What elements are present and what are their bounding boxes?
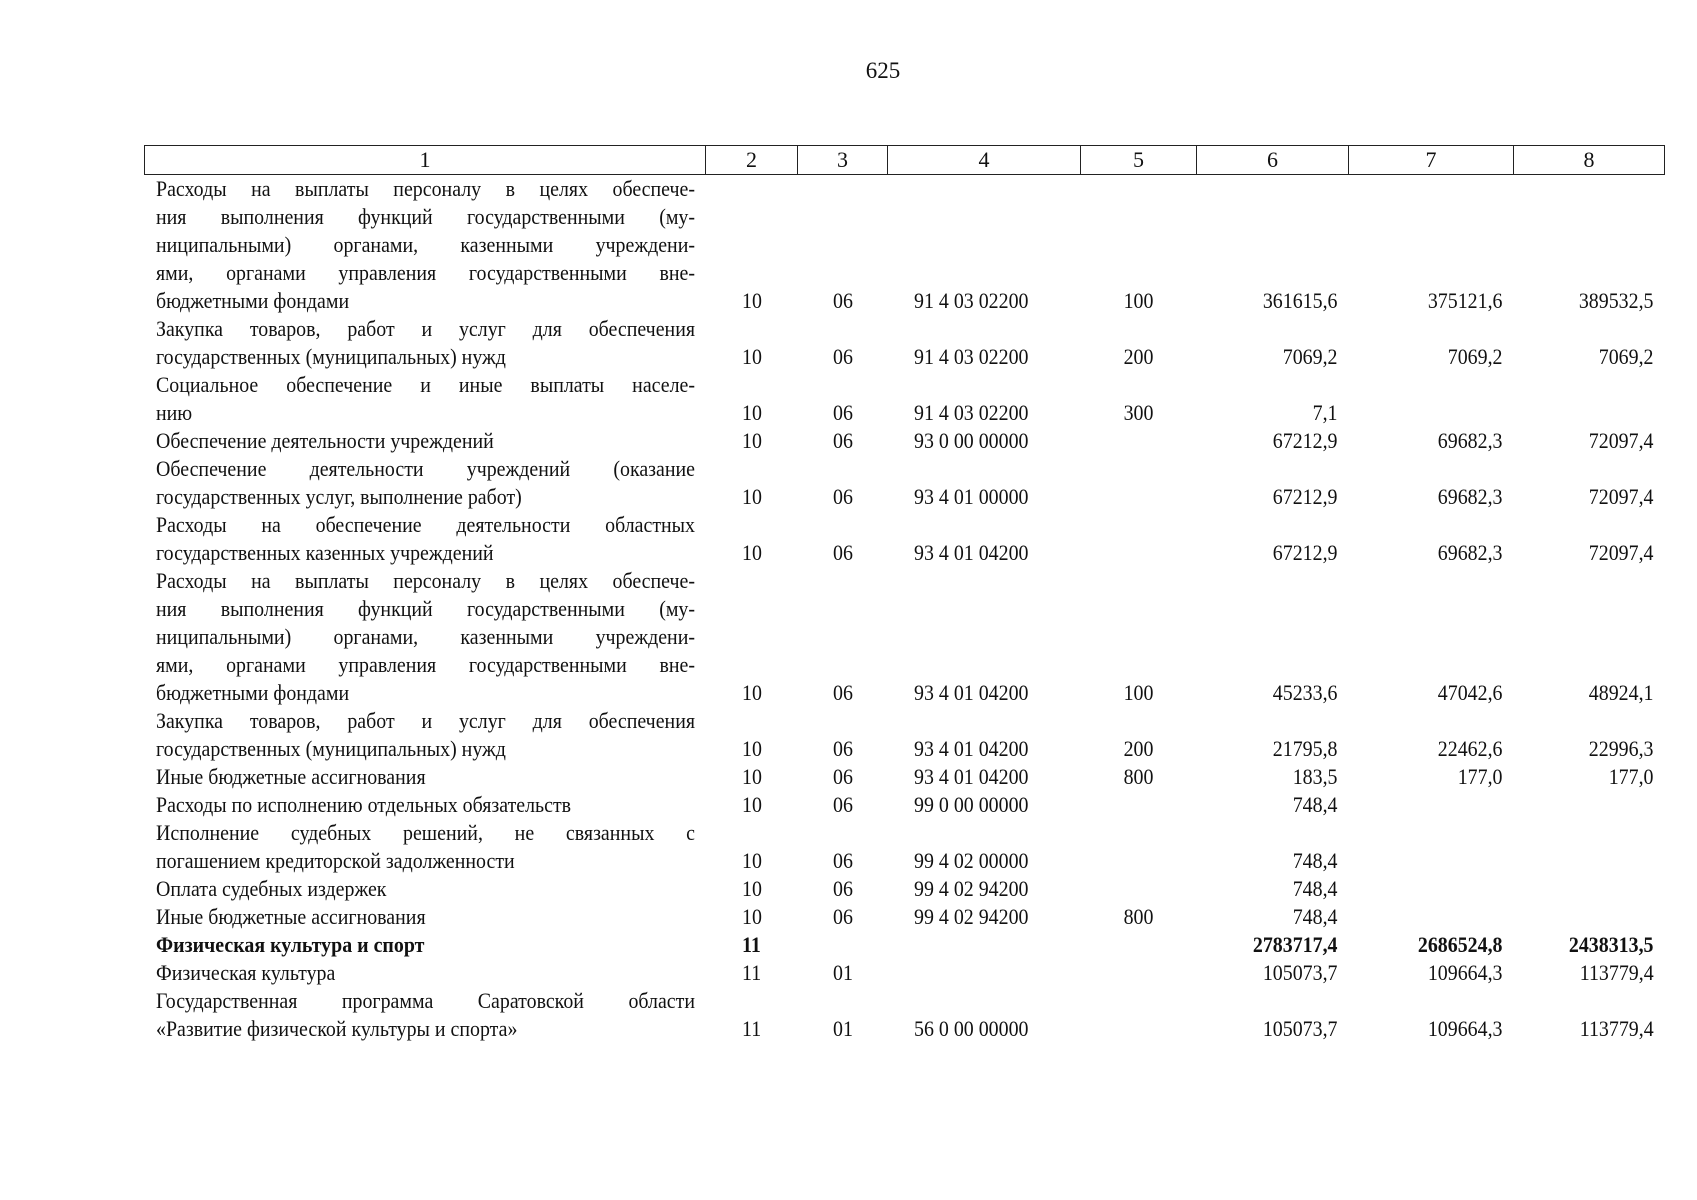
subsection-code-cell: [798, 455, 888, 511]
column-header-2: 2: [706, 146, 798, 175]
item-name-line: Социальное обеспечение и иные выплаты населе-: [155, 372, 695, 397]
subsection-code-cell: [798, 875, 888, 903]
table-row: [145, 819, 1665, 875]
target-article-cell: [888, 903, 1081, 931]
amount-year3-cell-value: 113779,4: [1579, 1016, 1654, 1041]
section-code-cell: [706, 175, 798, 316]
subsection-code-cell-value: 06: [832, 428, 853, 453]
section-code-cell: [706, 455, 798, 511]
column-header-8: 8: [1514, 146, 1665, 175]
item-name-cell: [145, 315, 706, 371]
amount-year2-cell: [1349, 455, 1514, 511]
expense-type-cell-value: 200: [1123, 736, 1154, 761]
section-code-cell-value: 10: [741, 400, 762, 425]
table-row: [145, 791, 1665, 819]
target-article-cell: [888, 371, 1081, 427]
item-name-line: ями, органами управления государственными вне-: [155, 652, 695, 677]
table-row: [145, 427, 1665, 455]
amount-year1-cell-value: 67212,9: [1272, 540, 1338, 565]
amount-year1-cell: [1197, 707, 1349, 763]
target-article-cell-value: 99 0 00 00000: [913, 792, 1028, 817]
table-row: [145, 707, 1665, 763]
amount-year3-cell: [1514, 511, 1665, 567]
table-row: [145, 987, 1665, 1043]
subsection-code-cell-value: 06: [832, 484, 853, 509]
expense-type-cell: [1081, 315, 1197, 371]
amount-year3-cell: [1514, 371, 1665, 427]
expense-type-cell: [1081, 567, 1197, 707]
subsection-code-cell-value: 01: [832, 960, 853, 985]
subsection-code-cell-value: 06: [832, 288, 853, 313]
section-code-cell-value: 10: [741, 344, 762, 369]
subsection-code-cell-value: 06: [832, 904, 853, 929]
target-article-cell: [888, 427, 1081, 455]
amount-year1-cell: [1197, 455, 1349, 511]
expense-type-cell: [1081, 959, 1197, 987]
section-code-cell-value: 10: [741, 792, 762, 817]
section-code-cell-value: 11: [741, 1016, 762, 1041]
amount-year3-cell: [1514, 903, 1665, 931]
expense-type-cell: [1081, 903, 1197, 931]
item-name-cell: [145, 567, 706, 707]
amount-year3-cell-value: 177,0: [1608, 764, 1654, 789]
target-article-cell-value: 56 0 00 00000: [913, 1016, 1028, 1041]
amount-year1-cell-value: 67212,9: [1272, 428, 1338, 453]
section-code-cell-value: 10: [741, 484, 762, 509]
target-article-cell-value: 91 4 03 02200: [913, 288, 1028, 313]
target-article-cell: [888, 875, 1081, 903]
item-name-cell: [145, 959, 706, 987]
amount-year1-cell-value: 105073,7: [1262, 960, 1338, 985]
target-article-cell-value: 99 4 02 94200: [913, 904, 1028, 929]
item-name-cell: [145, 175, 706, 316]
budget-table: [144, 145, 1665, 1043]
amount-year2-cell: [1349, 931, 1514, 959]
item-name-line: Физическая культура и спорт: [155, 932, 424, 957]
amount-year2-cell-value: 177,0: [1457, 764, 1503, 789]
amount-year2-cell-value: 47042,6: [1437, 680, 1503, 705]
target-article-cell: [888, 175, 1081, 316]
section-code-cell-value: 10: [741, 904, 762, 929]
target-article-cell: [888, 455, 1081, 511]
amount-year1-cell: [1197, 959, 1349, 987]
amount-year1-cell-value: 105073,7: [1262, 1016, 1338, 1041]
expense-type-cell: [1081, 819, 1197, 875]
amount-year3-cell-value: 113779,4: [1579, 960, 1654, 985]
section-code-cell: [706, 819, 798, 875]
amount-year1-cell: [1197, 427, 1349, 455]
table-body: [145, 175, 1665, 1044]
subsection-code-cell-value: 06: [832, 344, 853, 369]
amount-year3-cell-value: 72097,4: [1588, 428, 1654, 453]
item-name-line: погашением кредиторской задолженности: [155, 848, 515, 873]
section-code-cell-value: 10: [741, 288, 762, 313]
subsection-code-cell: [798, 791, 888, 819]
item-name-line: ния выполнения функций государственными (му-: [155, 596, 695, 621]
subsection-code-cell: [798, 763, 888, 791]
amount-year1-cell-value: 748,4: [1292, 876, 1338, 901]
column-header-1: 1: [145, 146, 706, 175]
target-article-cell-value: 91 4 03 02200: [913, 344, 1028, 369]
section-code-cell-value: 10: [741, 848, 762, 873]
target-article-cell: [888, 567, 1081, 707]
item-name-cell: [145, 371, 706, 427]
expense-type-cell: [1081, 875, 1197, 903]
item-name-line: Обеспечение деятельности учреждений (оказание: [155, 456, 695, 481]
amount-year3-cell: [1514, 427, 1665, 455]
column-header-4: 4: [888, 146, 1081, 175]
expense-type-cell: [1081, 427, 1197, 455]
amount-year2-cell-value: 7069,2: [1447, 344, 1503, 369]
amount-year1-cell-value: 21795,8: [1272, 736, 1338, 761]
amount-year1-cell-value: 7,1: [1312, 400, 1338, 425]
amount-year1-cell-value: 67212,9: [1272, 484, 1338, 509]
expense-type-cell: [1081, 791, 1197, 819]
subsection-code-cell-value: 06: [832, 792, 853, 817]
amount-year1-cell: [1197, 567, 1349, 707]
section-code-cell: [706, 987, 798, 1043]
item-name-cell: [145, 427, 706, 455]
target-article-cell-value: 93 4 01 04200: [913, 764, 1028, 789]
section-code-cell: [706, 903, 798, 931]
amount-year1-cell-value: 45233,6: [1272, 680, 1338, 705]
amount-year3-cell-value: 72097,4: [1588, 540, 1654, 565]
item-name-line: бюджетными фондами: [155, 288, 349, 313]
amount-year3-cell-value: 2438313,5: [1568, 932, 1654, 957]
item-name-line: Иные бюджетные ассигнования: [155, 764, 426, 789]
amount-year2-cell-value: 109664,3: [1427, 960, 1503, 985]
section-code-cell: [706, 959, 798, 987]
subsection-code-cell-value: 06: [832, 680, 853, 705]
amount-year3-cell: [1514, 987, 1665, 1043]
table-row: [145, 315, 1665, 371]
target-article-cell: [888, 959, 1081, 987]
item-name-cell: [145, 819, 706, 875]
item-name-line: ями, органами управления государственными вне-: [155, 260, 695, 285]
item-name-cell: [145, 763, 706, 791]
expense-type-cell-value: 300: [1123, 400, 1154, 425]
subsection-code-cell: [798, 511, 888, 567]
table-row: [145, 455, 1665, 511]
section-code-cell-value: 10: [741, 736, 762, 761]
item-name-line: Закупка товаров, работ и услуг для обеспечения: [155, 316, 695, 341]
amount-year3-cell: [1514, 763, 1665, 791]
target-article-cell-value: 93 4 01 04200: [913, 736, 1028, 761]
amount-year3-cell: [1514, 315, 1665, 371]
amount-year2-cell: [1349, 371, 1514, 427]
target-article-cell: [888, 931, 1081, 959]
amount-year2-cell-value: 2686524,8: [1417, 932, 1503, 957]
table-row: [145, 175, 1665, 316]
subsection-code-cell: [798, 427, 888, 455]
amount-year3-cell-value: 72097,4: [1588, 484, 1654, 509]
subsection-code-cell: [798, 175, 888, 316]
amount-year1-cell: [1197, 763, 1349, 791]
item-name-cell: [145, 931, 706, 959]
amount-year1-cell-value: 748,4: [1292, 904, 1338, 929]
item-name-line: Государственная программа Саратовской области: [155, 988, 695, 1013]
item-name-line: Иные бюджетные ассигнования: [155, 904, 426, 929]
expense-type-cell-value: 100: [1123, 680, 1154, 705]
amount-year1-cell: [1197, 371, 1349, 427]
section-code-cell-value: 10: [741, 540, 762, 565]
subsection-code-cell-value: 06: [832, 848, 853, 873]
subsection-code-cell: [798, 903, 888, 931]
subsection-code-cell-value: 06: [832, 540, 853, 565]
amount-year1-cell-value: 361615,6: [1262, 288, 1338, 313]
target-article-cell: [888, 315, 1081, 371]
section-code-cell-value: 10: [741, 764, 762, 789]
amount-year1-cell: [1197, 511, 1349, 567]
item-name-line: государственных услуг, выполнение работ): [155, 484, 522, 509]
item-name-line: государственных казенных учреждений: [155, 540, 494, 565]
amount-year1-cell: [1197, 987, 1349, 1043]
target-article-cell-value: 93 4 01 00000: [913, 484, 1028, 509]
expense-type-cell: [1081, 175, 1197, 316]
section-code-cell: [706, 427, 798, 455]
table-row: [145, 371, 1665, 427]
target-article-cell-value: 93 4 01 04200: [913, 540, 1028, 565]
amount-year2-cell: [1349, 315, 1514, 371]
target-article-cell: [888, 511, 1081, 567]
subsection-code-cell: [798, 819, 888, 875]
section-code-cell-value: 10: [741, 680, 762, 705]
item-name-line: Расходы по исполнению отдельных обязательств: [155, 792, 571, 817]
section-code-cell: [706, 931, 798, 959]
target-article-cell-value: 93 4 01 04200: [913, 680, 1028, 705]
section-code-cell-value: 10: [741, 876, 762, 901]
subsection-code-cell: [798, 987, 888, 1043]
item-name-line: нию: [155, 400, 192, 425]
target-article-cell: [888, 763, 1081, 791]
section-code-cell: [706, 875, 798, 903]
column-header-5: 5: [1081, 146, 1197, 175]
item-name-line: ниципальными) органами, казенными учреждени-: [155, 232, 695, 257]
amount-year3-cell: [1514, 791, 1665, 819]
expense-type-cell-value: 800: [1123, 904, 1154, 929]
subsection-code-cell: [798, 959, 888, 987]
amount-year2-cell: [1349, 175, 1514, 316]
table-row: [145, 567, 1665, 707]
amount-year3-cell-value: 389532,5: [1578, 288, 1654, 313]
amount-year1-cell-value: 7069,2: [1282, 344, 1338, 369]
subsection-code-cell: [798, 371, 888, 427]
amount-year1-cell-value: 183,5: [1292, 764, 1338, 789]
amount-year1-cell: [1197, 315, 1349, 371]
amount-year3-cell: [1514, 931, 1665, 959]
amount-year3-cell: [1514, 959, 1665, 987]
table-row: [145, 511, 1665, 567]
item-name-line: ниципальными) органами, казенными учреждени-: [155, 624, 695, 649]
expense-type-cell-value: 200: [1123, 344, 1154, 369]
amount-year2-cell-value: 375121,6: [1427, 288, 1503, 313]
header-row: [145, 146, 1665, 175]
section-code-cell-value: 11: [741, 960, 762, 985]
subsection-code-cell-value: 06: [832, 764, 853, 789]
item-name-cell: [145, 455, 706, 511]
amount-year2-cell: [1349, 819, 1514, 875]
item-name-cell: [145, 707, 706, 763]
amount-year2-cell-value: 69682,3: [1437, 428, 1503, 453]
amount-year2-cell: [1349, 959, 1514, 987]
item-name-line: Исполнение судебных решений, не связанных с: [155, 820, 695, 845]
amount-year3-cell-value: 22996,3: [1588, 736, 1654, 761]
section-code-cell-value: 11: [742, 932, 761, 957]
section-code-cell: [706, 791, 798, 819]
subsection-code-cell: [798, 931, 888, 959]
amount-year2-cell: [1349, 903, 1514, 931]
amount-year2-cell: [1349, 763, 1514, 791]
section-code-cell: [706, 511, 798, 567]
amount-year1-cell: [1197, 791, 1349, 819]
item-name-line: Закупка товаров, работ и услуг для обеспечения: [155, 708, 695, 733]
amount-year2-cell: [1349, 875, 1514, 903]
item-name-cell: [145, 903, 706, 931]
table-row: [145, 931, 1665, 959]
page-number: 625: [865, 58, 901, 83]
subsection-code-cell: [798, 707, 888, 763]
amount-year3-cell: [1514, 455, 1665, 511]
item-name-line: ния выполнения функций государственными (му-: [155, 204, 695, 229]
target-article-cell-value: 93 0 00 00000: [913, 428, 1028, 453]
target-article-cell-value: 99 4 02 00000: [913, 848, 1028, 873]
expense-type-cell: [1081, 931, 1197, 959]
table-row: [145, 903, 1665, 931]
amount-year2-cell: [1349, 427, 1514, 455]
expense-type-cell: [1081, 987, 1197, 1043]
item-name-line: бюджетными фондами: [155, 680, 349, 705]
item-name-line: Оплата судебных издержек: [155, 876, 386, 901]
amount-year1-cell-value: 748,4: [1292, 848, 1338, 873]
amount-year1-cell: [1197, 903, 1349, 931]
expense-type-cell: [1081, 763, 1197, 791]
column-header-3: 3: [798, 146, 888, 175]
amount-year2-cell: [1349, 567, 1514, 707]
amount-year1-cell: [1197, 175, 1349, 316]
target-article-cell: [888, 987, 1081, 1043]
amount-year2-cell-value: 22462,6: [1437, 736, 1503, 761]
table-row: [145, 763, 1665, 791]
table-row: [145, 959, 1665, 987]
amount-year2-cell-value: 69682,3: [1437, 484, 1503, 509]
column-header-6: 6: [1197, 146, 1349, 175]
amount-year3-cell: [1514, 707, 1665, 763]
table-row: [145, 875, 1665, 903]
target-article-cell: [888, 791, 1081, 819]
amount-year2-cell: [1349, 987, 1514, 1043]
subsection-code-cell: [798, 567, 888, 707]
target-article-cell-value: 91 4 03 02200: [913, 400, 1028, 425]
amount-year1-cell: [1197, 875, 1349, 903]
amount-year1-cell: [1197, 931, 1349, 959]
subsection-code-cell-value: 06: [832, 400, 853, 425]
table-header: [145, 146, 1665, 175]
item-name-line: государственных (муниципальных) нужд: [155, 736, 506, 761]
target-article-cell-value: 99 4 02 94200: [913, 876, 1028, 901]
section-code-cell: [706, 763, 798, 791]
amount-year2-cell-value: 69682,3: [1437, 540, 1503, 565]
amount-year3-cell-value: 48924,1: [1588, 680, 1654, 705]
amount-year3-cell: [1514, 819, 1665, 875]
amount-year2-cell: [1349, 707, 1514, 763]
item-name-line: Расходы на выплаты персоналу в целях обеспече-: [155, 568, 695, 593]
subsection-code-cell-value: 01: [832, 1016, 853, 1041]
expense-type-cell: [1081, 707, 1197, 763]
item-name-line: «Развитие физической культуры и спорта»: [155, 1016, 517, 1041]
amount-year3-cell-value: 7069,2: [1598, 344, 1654, 369]
amount-year3-cell: [1514, 567, 1665, 707]
item-name-line: Расходы на обеспечение деятельности областных: [155, 512, 695, 537]
amount-year2-cell: [1349, 791, 1514, 819]
item-name-cell: [145, 875, 706, 903]
target-article-cell: [888, 707, 1081, 763]
amount-year1-cell: [1197, 819, 1349, 875]
section-code-cell: [706, 371, 798, 427]
section-code-cell-value: 10: [741, 428, 762, 453]
section-code-cell: [706, 315, 798, 371]
item-name-line: государственных (муниципальных) нужд: [155, 344, 506, 369]
subsection-code-cell-value: 06: [832, 736, 853, 761]
expense-type-cell: [1081, 511, 1197, 567]
expense-type-cell: [1081, 455, 1197, 511]
expense-type-cell-value: 100: [1123, 288, 1154, 313]
subsection-code-cell: [798, 315, 888, 371]
target-article-cell: [888, 819, 1081, 875]
expense-type-cell: [1081, 371, 1197, 427]
amount-year3-cell: [1514, 875, 1665, 903]
subsection-code-cell-value: 06: [832, 876, 853, 901]
amount-year2-cell-value: 109664,3: [1427, 1016, 1503, 1041]
item-name-line: Физическая культура: [155, 960, 335, 985]
section-code-cell: [706, 567, 798, 707]
amount-year1-cell-value: 748,4: [1292, 792, 1338, 817]
item-name-cell: [145, 511, 706, 567]
amount-year2-cell: [1349, 511, 1514, 567]
amount-year1-cell-value: 2783717,4: [1252, 932, 1338, 957]
item-name-line: Расходы на выплаты персоналу в целях обеспече-: [155, 176, 695, 201]
item-name-cell: [145, 987, 706, 1043]
expense-type-cell-value: 800: [1123, 764, 1154, 789]
item-name-cell: [145, 791, 706, 819]
item-name-line: Обеспечение деятельности учреждений: [155, 428, 494, 453]
column-header-7: 7: [1349, 146, 1514, 175]
amount-year3-cell: [1514, 175, 1665, 316]
section-code-cell: [706, 707, 798, 763]
